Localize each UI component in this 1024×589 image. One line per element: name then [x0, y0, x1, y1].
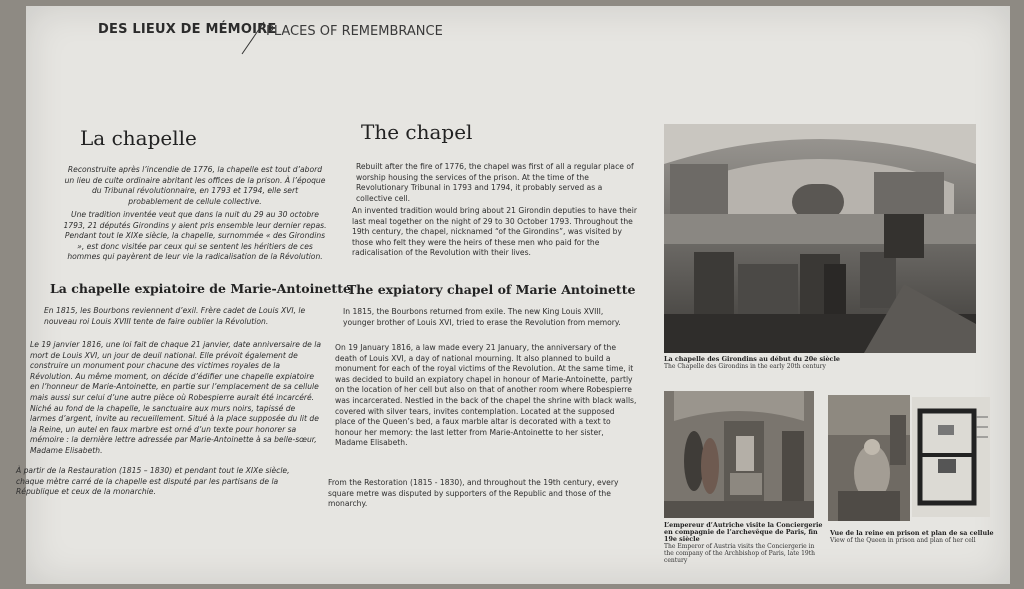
french-paragraph-3: En 1815, les Bourbons reviennent d’exil. Frère cadet de Louis XVI, le nouveau roi Louis XVIII tente de faire oublier la Révolution.	[44, 306, 306, 326]
cell-plan-drawing	[912, 397, 990, 517]
photo3-caption-french: Vue de la reine en prison et plan de sa cellule	[830, 529, 994, 537]
french-title: La chapelle	[80, 126, 197, 150]
english-subtitle: The expiatory chapel of Marie Antoinette	[347, 282, 636, 297]
photo2-caption-french: L’empereur d’Autriche visite la Conciergerie en compagnie de l’archevêque de Paris, fin 19e siècle	[664, 521, 823, 543]
english-title: The chapel	[361, 120, 473, 144]
french-paragraph-4: Le 19 janvier 1816, une loi fait de chaque 21 janvier, date anniversaire de la mort de Louis XVI, un jour de deuil national. Elle prévoit également de construire un monument pour chacune des victimes royales de la Révolution. Au même moment, on décide d’édifier une chapelle expiatoire en l’honneur de Marie-Antoinette, en partie sur l’emplacement de sa cellule mais aussi sur celui d’une autre pièce où Robespierre aurait été incarcéré. Niché au fond de la chapelle, le sanctuaire aux murs noirs, tapissé de larmes d’argent, invite au recueillement. Situé à la place supposée du lit de la Reine, un autel en faux marbre est orné d’un texte pour honorer sa mémoire : la dernière lettre adressée par Marie-Antoinette à sa belle-sœur, Madame Elisabeth.	[30, 340, 322, 455]
photo1-caption	[664, 356, 864, 370]
french-paragraph-1: Reconstruite après l’incendie de 1776, la chapelle est tout d’abord un lieu de culte ordinaire abritant les offices de la prison. À l’époque du Tribunal révolutionnaire, en 1793 et 1794, elle sert probablement de cellule collective.	[64, 165, 326, 206]
english-paragraph-5: From the Restoration (1815 - 1830), and throughout the 19th century, every square metre was disputed by supporters of the Republic and those of the monarchy.	[328, 478, 619, 509]
photo2-caption	[664, 522, 824, 564]
english-paragraph-2: An invented tradition would bring about 21 Girondin deputies to have their last meal together on the night of 29 to 30 October 1793. Throughout the 19th century, the chapel, nicknamed “of the Girondins”, was visited by those who felt they were the heirs of these men who paid for the radicalisation of the Revolution with their lives.	[352, 206, 637, 258]
english-paragraph-1: Rebuilt after the fire of 1776, the chapel was first of all a regular place of worship housing the services of the prison. At the time of the Revolutionary Tribunal in 1793 and 1794, it probably served as a collective cell.	[356, 162, 634, 203]
header-french-title: DES LIEUX DE MÉMOIRE	[98, 22, 277, 37]
french-paragraph-5: À partir de la Restauration (1815 – 1830) et pendant tout le XIXe siècle, chaque mètre carré de la chapelle est disputé par les partisans de la République et ceux de la monarchie.	[16, 466, 290, 497]
photo1-caption-french: La chapelle des Girondins au début du 20e siècle	[664, 355, 840, 363]
queen-in-prison-engraving	[828, 395, 910, 521]
french-paragraph-2: Une tradition inventée veut que dans la nuit du 29 au 30 octobre 1793, 21 députés Girondins y aient pris ensemble leur dernier repas. Pendant tout le XIXe siècle, la chapelle, surnommée « des Girondins », est donc visitée par ceux qui se sentent les héritiers de ces hommes qui payèrent de leur vie la radicalisation de la Révolution.	[63, 210, 327, 262]
english-paragraph-3: In 1815, the Bourbons returned from exile. The new King Louis XVIII, younger brother of Louis XVI, tried to erase the Revolution from memory.	[343, 307, 621, 327]
chapel-interior-photo	[664, 124, 976, 353]
photo3-caption	[830, 530, 1000, 544]
photo2-caption-english: The Emperor of Austria visits the Conciergerie in the company of the Archbishop of Paris, late 19th century	[664, 543, 815, 564]
french-subtitle: La chapelle expiatoire de Marie-Antoinette	[50, 281, 351, 296]
english-paragraph-4: On 19 January 1816, a law made every 21 January, the anniversary of the death of Louis XVI, a day of national mourning. It also planned to build a monument for each of the royal victims of the Revolution. At the same time, it was decided to build an expiatory chapel in honour of Marie-Antoinette, partly on the location of her cell but also on that of another room where Robespierre was incarcerated. Nestled in the back of the chapel the shrine with black walls, covered with silver tears, invites contemplation. Located at the supposed place of the Queen’s bed, a faux marble altar is decorated with a text to honour her memory: the last letter from Marie-Antoinette to her sister, Madame Elisabeth.	[335, 343, 637, 448]
emperor-visit-engraving	[664, 391, 814, 518]
photo1-caption-english: The Chapelle des Girondins in the early 20th century	[664, 363, 826, 370]
photo3-caption-english: View of the Queen in prison and plan of her cell	[830, 537, 976, 544]
header-english-title: PLACES OF REMEMBRANCE	[266, 24, 443, 39]
